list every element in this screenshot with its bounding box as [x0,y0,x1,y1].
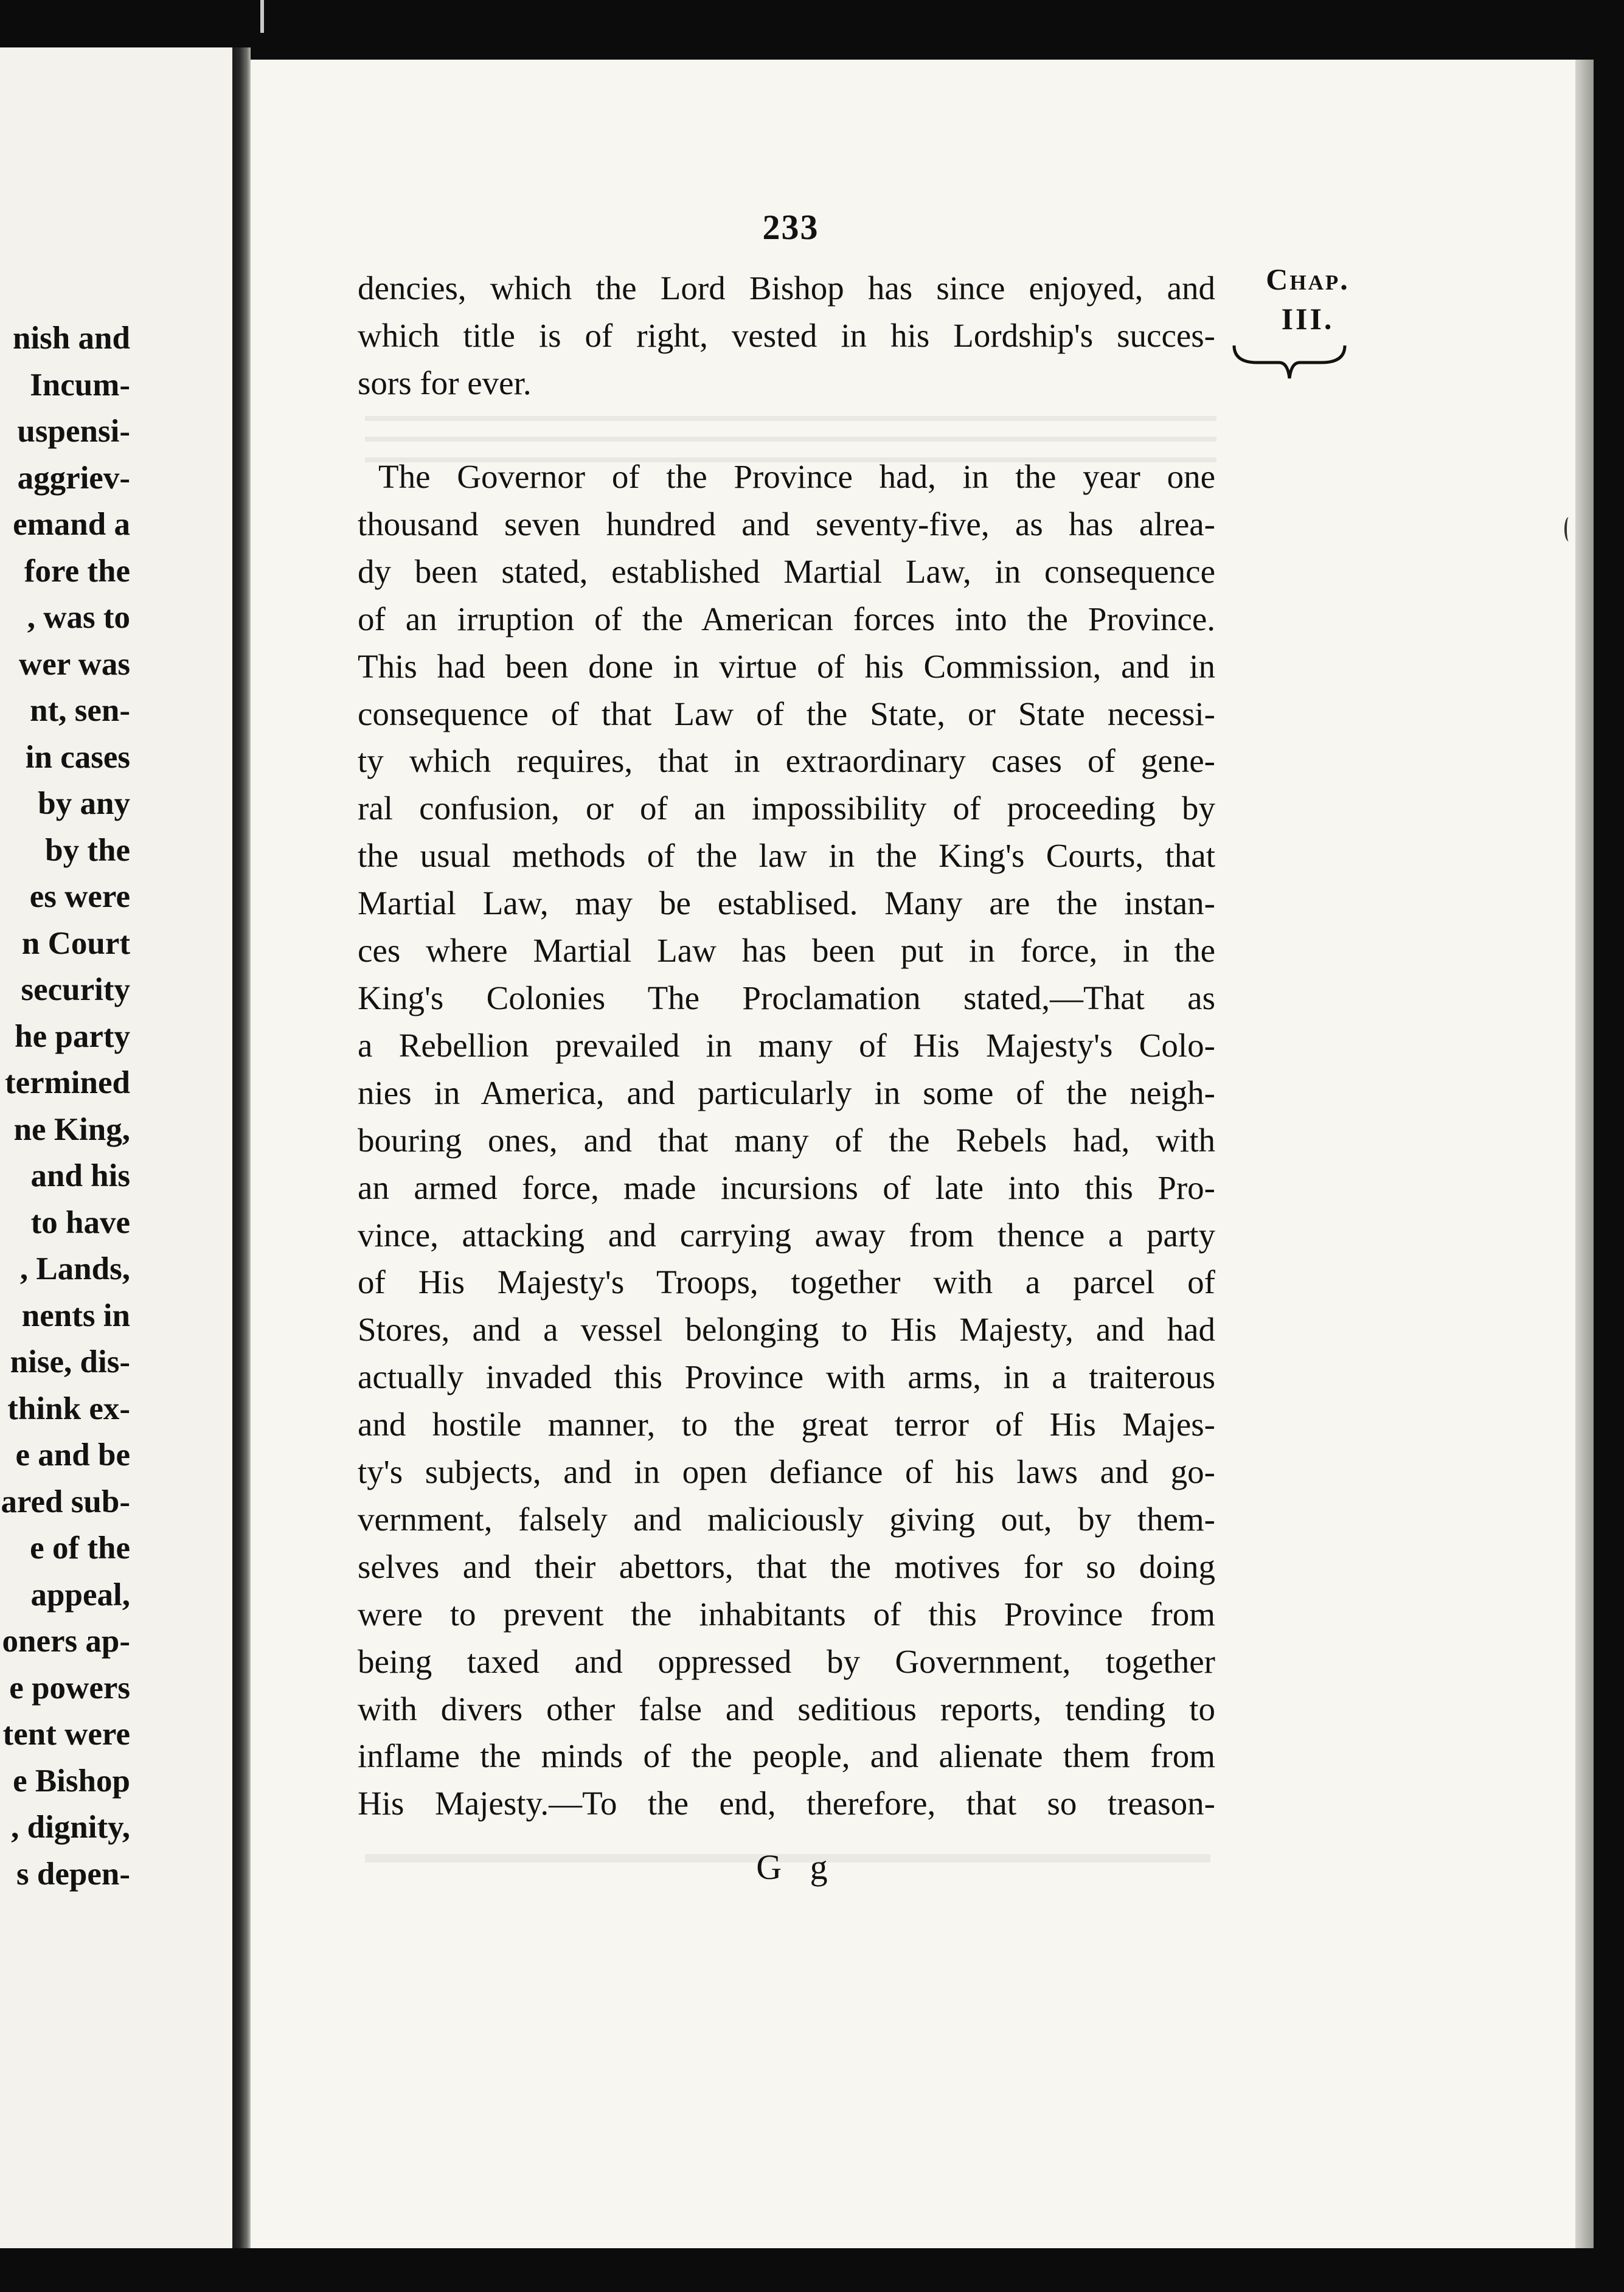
text-line: ces where Martial Law has been put in force, in the [358,932,1215,970]
text-line: an armed force, made incursions of late into this Pro- [358,1169,1215,1206]
paragraph-1 [358,265,1215,407]
text-line: Stores, and a vessel belonging to His Majesty, and had [358,1311,1215,1349]
left-page-line: tent were [2,1717,130,1752]
text-line: Martial Law, may be establised. Many are the instan- [358,884,1215,922]
left-page-line: emand a [13,507,130,542]
text-line: His Majesty.—To the end, therefore, that so treason- [358,1785,1215,1822]
text-line: and hostile manner, to the great terror of His Majes- [358,1406,1215,1443]
left-page-line: es were [29,879,130,914]
text-line: bouring ones, and that many of the Rebels had, with [358,1121,1215,1159]
chapter-brace-icon [1232,341,1347,383]
text-line: ral confusion, or of an impossibility of proceeding by [358,790,1215,827]
left-page-line: security [21,972,130,1007]
text-line: ty which requires, that in extraordinary cases of gene- [358,742,1215,780]
text-line: with divers other false and seditious reports, tending to [358,1690,1215,1728]
margin-mark [1564,517,1573,541]
text-line: The Governor of the Province had, in the year one [378,458,1215,495]
left-page-line: Incum- [30,367,130,403]
text-line: of an irruption of the American forces into the Province. [358,600,1215,637]
left-page-line: nise, dis- [10,1344,130,1380]
left-page-line: appeal, [30,1577,130,1613]
page-number: 233 [762,207,819,247]
chapter-label: Chap. [1266,262,1350,296]
page-edge [1575,60,1594,2248]
text-line: a Rebellion prevailed in many of His Majesty's Colo- [358,1026,1215,1064]
left-page-line: nents in [21,1297,130,1333]
left-page-line: termined [4,1065,130,1100]
text-line: thousand seven hundred and seventy-five, as has alrea- [358,505,1215,543]
signature-mark: G g [756,1847,838,1887]
book-gutter [232,47,251,2248]
text-line: ty's subjects, and in open defiance of his laws and go- [358,1453,1215,1491]
left-page-line: e of the [30,1530,130,1566]
left-page-line: s depen- [16,1856,130,1892]
left-page-text [0,315,130,1897]
left-page-line: to have [30,1204,130,1240]
text-line: inflame the minds of the people, and alienate them from [358,1737,1215,1775]
left-page-line: ared sub- [1,1484,130,1519]
text-line: of His Majesty's Troops, together with a parcel of [358,1263,1215,1301]
left-page-line: nt, sen- [30,693,130,728]
left-page-line: uspensi- [17,414,130,449]
chapter-number: III. [1281,302,1334,336]
text-line: actually invaded this Province with arms, in a traiterous [358,1358,1215,1396]
left-page [0,47,232,2248]
text-line: were to prevent the inhabitants of this Province from [358,1595,1215,1633]
left-page-line: wer was [18,646,130,682]
left-page-line: by any [38,786,130,821]
text-line: vernment, falsely and maliciously giving out, by them- [358,1500,1215,1538]
text-line: the usual methods of the law in the King's Courts, that [358,837,1215,875]
left-page-line: e Bishop [13,1763,130,1799]
left-page-line: think ex- [7,1391,130,1426]
left-page-line: , dignity, [11,1810,130,1845]
left-page-line: aggriev- [17,460,130,496]
left-page-line: he party [15,1018,130,1054]
scan-mark [260,0,264,33]
text-line: nies in America, and particularly in some of the neigh- [358,1074,1215,1111]
left-page-line: oners ap- [2,1624,130,1659]
paragraph-2 [358,453,1215,1827]
left-page-line: n Court [21,925,130,961]
text-line: vince, attacking and carrying away from thence a party [358,1216,1215,1254]
left-page-line: nish and [12,321,130,356]
left-page-line: , Lands, [19,1251,130,1287]
text-line: which title is of right, vested in his Lordship's succes- [358,316,1215,354]
left-page-line: by the [45,832,130,868]
text-line: sors for ever. [358,364,532,401]
text-line: selves and their abettors, that the motives for so doing [358,1547,1215,1585]
left-page-line: e and be [15,1437,130,1473]
text-line: King's Colonies The Proclamation stated,—That as [358,979,1215,1016]
text-line: consequence of that Law of the State, or State necessi- [358,695,1215,732]
left-page-line: fore the [24,553,130,589]
left-page-line: in cases [25,739,130,775]
text-line: dy been stated, established Martial Law, in consequence [358,552,1215,590]
left-page-line: e powers [9,1670,130,1706]
text-line: being taxed and oppressed by Government, together [358,1642,1215,1680]
left-page-line: ne King, [13,1111,130,1147]
left-page-line: , was to [27,600,130,635]
text-line: dencies, which the Lord Bishop has since enjoyed, and [358,269,1215,307]
text-line: This had been done in virtue of his Commission, and in [358,647,1215,685]
left-page-line: and his [30,1158,130,1193]
